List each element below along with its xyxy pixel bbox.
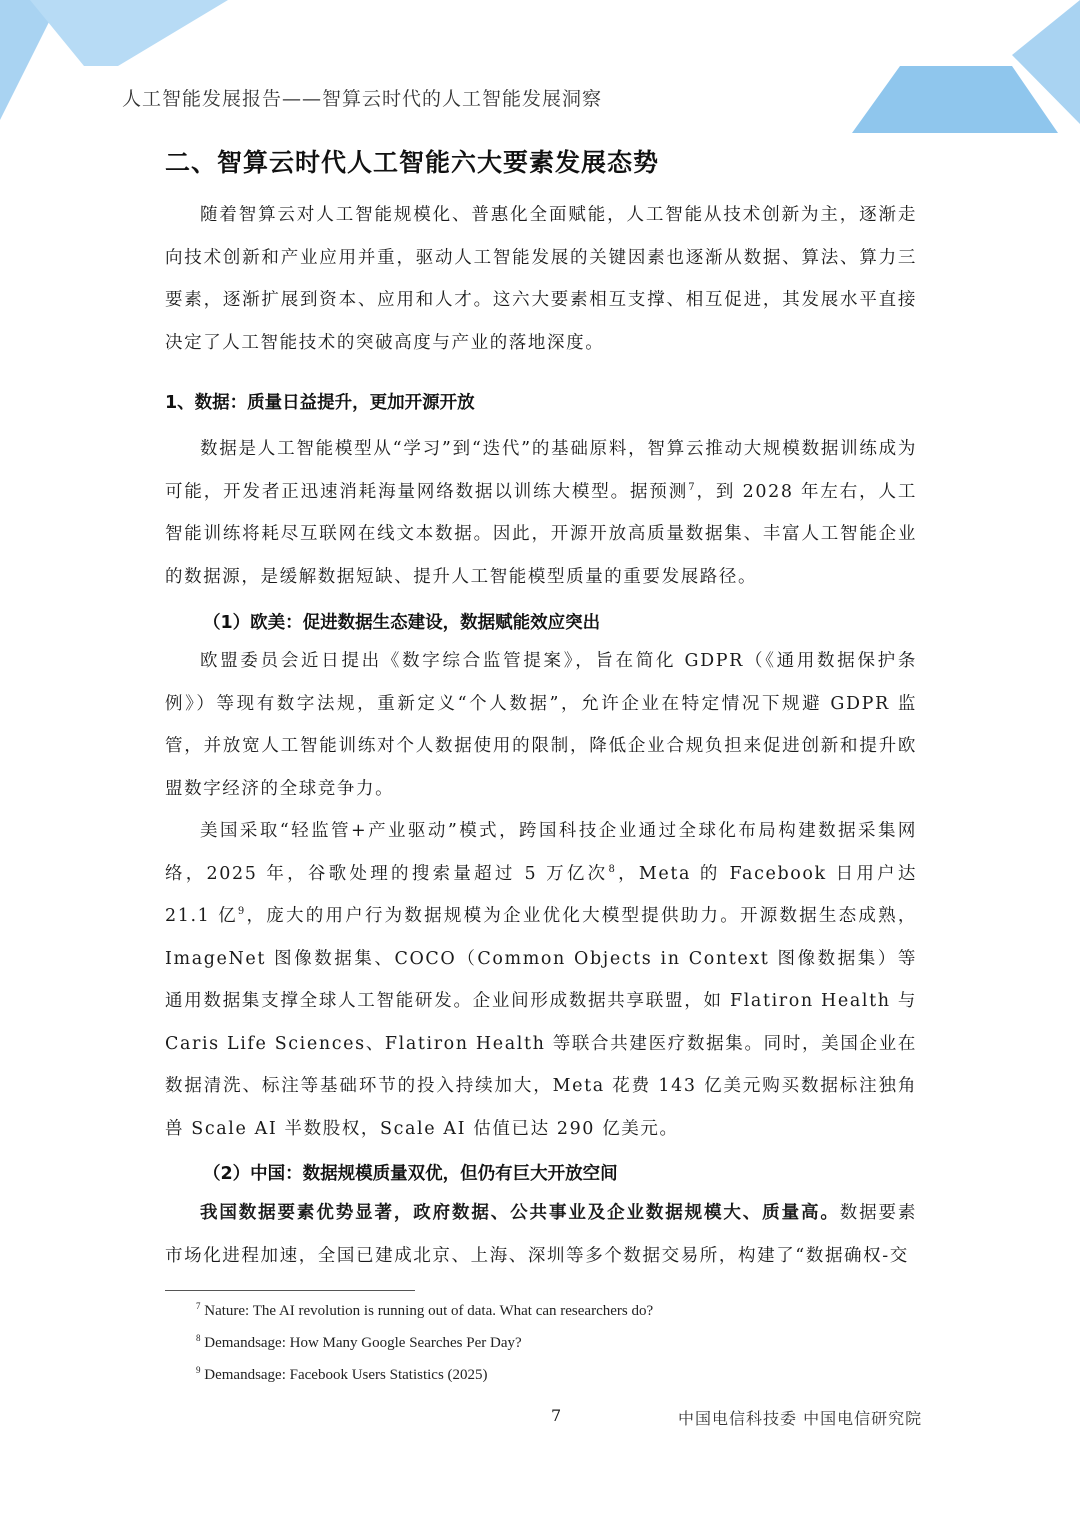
section-title: 二、智算云时代人工智能六大要素发展态势: [165, 148, 660, 177]
part-title-china: （2）中国：数据规模质量双优，但仍有巨大开放空间: [203, 1164, 618, 1184]
footnote-7: [196, 1303, 653, 1320]
us-paragraph: [165, 810, 917, 1150]
china-paragraph: [165, 1192, 917, 1277]
footnote-8-text: Demandsage: How Many Google Searches Per Day?: [204, 1335, 522, 1351]
footnote-divider: [165, 1290, 415, 1291]
china-paragraph-text: 数据要素市场化进程加速，全国已建成北京、上海、深圳等多个数据交易所，构建了“数据确权-交: [165, 1203, 917, 1266]
footnote-9-text: Demandsage: Facebook Users Statistics (2025): [204, 1367, 488, 1383]
footnote-8-number: 8: [196, 1333, 201, 1343]
header-decoration-left: [0, 0, 240, 140]
china-paragraph-bold-lead: 我国数据要素优势显著，政府数据、公共事业及企业数据规模大、质量高。: [200, 1203, 840, 1223]
deco-trapezoid-right: [852, 66, 1058, 133]
part-title-eu-us: （1）欧美：促进数据生态建设，数据赋能效应突出: [203, 613, 601, 633]
footer-publisher: 中国电信科技委 中国电信研究院: [678, 1409, 923, 1428]
data-paragraph-text-b: ，到 2028 年左右，人工智能训练将耗尽互联网在线文本数据。因此，开源开放高质量数据集、丰富人工智能企业的数据源，是缓解数据短缺、提升人工智能模型质量的重要发展路径。: [165, 481, 918, 587]
us-paragraph-text-b: ，Meta 的 Facebook 日用户达 21.1 亿: [165, 863, 918, 926]
intro-paragraph: 随着智算云对人工智能规模化、普惠化全面赋能，人工智能从技术创新为主，逐渐走向技术创新和产业应用并重，驱动人工智能发展的关键因素也逐渐从数据、算法、算力三要素，逐渐扩展到资本、应用和人才。这六大要素相互支撑、相互促进，其发展水平直接决定了人工智能技术的突破高度与产业的落地深度。: [165, 205, 917, 353]
data-paragraph: [165, 428, 917, 598]
footnote-ref-8: 8: [608, 863, 617, 875]
eu-paragraph: 欧盟委员会近日提出《数字综合监管提案》，旨在简化 GDPR（《通用数据保护条例》）等现有数字法规，重新定义“个人数据”，允许企业在特定情况下规避 GDPR 监管，并放宽人工智能训练对个人数据使用的限制，降低企业合规负担来促进创新和提升欧盟数字经济的全球竞争力。: [165, 651, 917, 799]
footnote-9-number: 9: [196, 1365, 201, 1375]
footnote-7-text: Nature: The AI revolution is running out of data. What can researchers do?: [204, 1303, 654, 1319]
subsection-title-data: 1、数据：质量日益提升，更加开源开放: [165, 393, 475, 413]
us-paragraph-text-a: 美国采取“轻监管+产业驱动”模式，跨国科技企业通过全球化布局构建数据采集网络，2025 年，谷歌处理的搜索量超过 5 万亿次: [165, 821, 917, 884]
us-paragraph-text-c: ，庞大的用户行为数据规模为企业优化大模型提供助力。开源数据生态成熟，ImageNet 图像数据集、COCO（Common Objects in Context 图像数据集）等通用数据集支撑全球人工智能研发。企业间形成数据共享联盟，如 Flatiron Health 与 Caris Life Sciences、Flatiron Health 等联合共建医疗数据集。同时，美国企业在数据清洗、标注等基础环节的投入持续加大，Meta 花费 143 亿美元购买数据标注独角兽 Scale AI 半数股权，Scale AI 估值已达 290 亿美元。: [165, 906, 917, 1139]
data-paragraph-text-a: 数据是人工智能模型从“学习”到“迭代”的基础原料，智算云推动大规模数据训练成为可能，开发者正迅速消耗海量网络数据以训练大模型。据预测: [165, 439, 917, 502]
running-header: 人工智能发展报告——智算云时代的人工智能发展洞察: [122, 88, 603, 110]
footnote-ref-9: 9: [237, 906, 246, 918]
footnote-7-number: 7: [196, 1301, 201, 1311]
header-decoration-right: [840, 0, 1080, 140]
page-number: 7: [551, 1406, 562, 1425]
deco-trapezoid-left: [30, 0, 228, 66]
footnote-8: [196, 1335, 522, 1352]
footnote-ref-7: 7: [688, 481, 697, 493]
footnote-9: [196, 1367, 488, 1384]
